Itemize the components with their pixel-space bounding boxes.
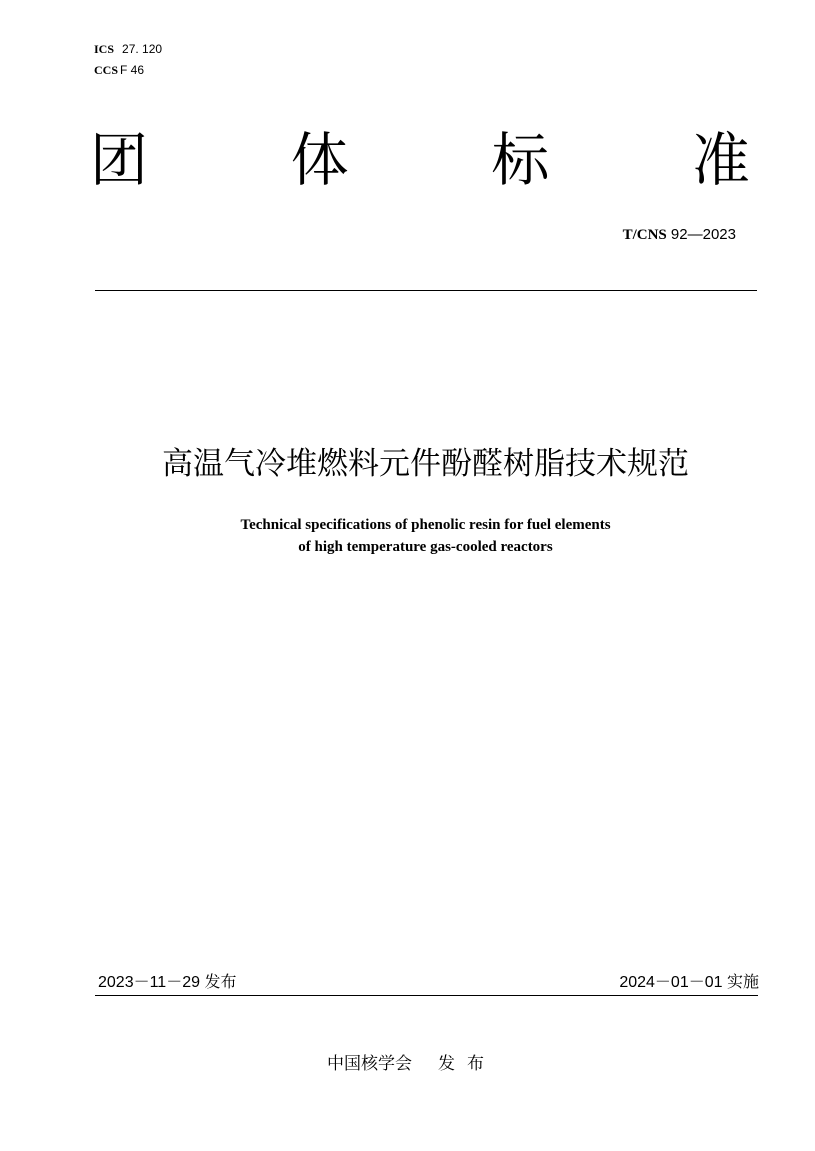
ics-label: ICS [94,42,115,56]
publisher-action: 发布 [438,1054,496,1074]
standard-number [623,224,736,245]
ccs-classification [94,63,144,77]
english-title [0,514,815,558]
ics-value: 27. 120 [122,42,163,56]
publisher-name: 中国核学会 [327,1054,412,1074]
document-type-heading [90,124,750,196]
implementation-label: 实施 [726,972,759,991]
release-label: 发布 [204,972,237,991]
heading-char-1: 团 [90,126,149,194]
standard-number-prefix: T/CNS [622,227,667,243]
implementation-date [619,971,759,994]
chinese-title: 高温气冷堆燃料元件酚醛树脂技术规范 [162,446,689,482]
ccs-value: F 46 [120,63,145,77]
ccs-label: CCS [94,63,119,77]
heading-char-4: 准 [691,126,750,194]
footer-divider [95,995,758,996]
header-divider [95,290,757,291]
heading-char-2: 体 [290,126,349,194]
heading-char-3: 标 [491,126,550,194]
standard-number-code: 92—2023 [666,226,736,243]
implementation-date-value: 2024－01－01 [619,974,723,991]
english-title-line-1: Technical specifications of phenolic resin for fuel elements [240,517,611,533]
release-date [98,971,236,994]
ics-classification [94,42,162,56]
english-title-line-2: of high temperature gas-cooled reactors [298,539,553,555]
publisher [327,1052,496,1076]
release-date-value: 2023－11－29 [98,974,201,991]
